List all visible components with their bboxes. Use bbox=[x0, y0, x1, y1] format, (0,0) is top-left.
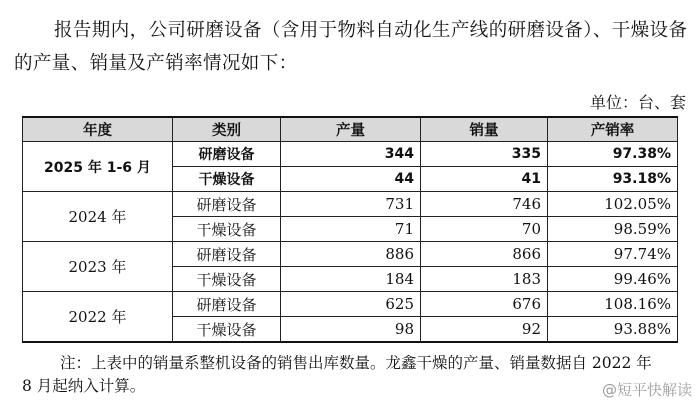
ratio-cell: 98.59% bbox=[548, 217, 678, 242]
ratio-cell: 108.16% bbox=[548, 292, 678, 317]
table-row bbox=[23, 292, 678, 317]
year-cell: 2024 年 bbox=[23, 192, 173, 242]
production-cell: 71 bbox=[281, 217, 421, 242]
table-body bbox=[23, 142, 678, 343]
production-cell: 184 bbox=[281, 267, 421, 292]
unit-label: 单位：台、套 bbox=[589, 93, 686, 112]
sales-cell: 746 bbox=[421, 192, 548, 217]
production-cell: 731 bbox=[281, 192, 421, 217]
table-row bbox=[23, 142, 678, 167]
category-cell: 干燥设备 bbox=[173, 167, 281, 192]
sales-cell: 183 bbox=[421, 267, 548, 292]
ratio-cell: 93.18% bbox=[548, 167, 678, 192]
sales-cell: 676 bbox=[421, 292, 548, 317]
ratio-cell: 102.05% bbox=[548, 192, 678, 217]
footnote-line-1: 注：上表中的销量系整机设备的销售出库数量。龙鑫干燥的产量、销量数据自 2022 年 bbox=[60, 354, 652, 372]
ratio-cell: 97.74% bbox=[548, 242, 678, 267]
category-cell: 干燥设备 bbox=[173, 217, 281, 242]
sales-cell: 41 bbox=[421, 167, 548, 192]
category-cell: 研磨设备 bbox=[173, 292, 281, 317]
footnote-line-2: 8 月起纳入计算。 bbox=[22, 377, 146, 395]
sales-cell: 335 bbox=[421, 142, 548, 167]
category-cell: 干燥设备 bbox=[173, 317, 281, 343]
header-ratio: 产销率 bbox=[548, 117, 678, 142]
category-cell: 研磨设备 bbox=[173, 242, 281, 267]
ratio-cell: 93.88% bbox=[548, 317, 678, 343]
ratio-cell: 99.46% bbox=[548, 267, 678, 292]
production-cell: 886 bbox=[281, 242, 421, 267]
production-cell: 625 bbox=[281, 292, 421, 317]
table-row bbox=[23, 242, 678, 267]
header-year: 年度 bbox=[23, 117, 173, 142]
sales-cell: 92 bbox=[421, 317, 548, 343]
sales-cell: 866 bbox=[421, 242, 548, 267]
category-cell: 研磨设备 bbox=[173, 192, 281, 217]
production-cell: 98 bbox=[281, 317, 421, 343]
year-cell: 2023 年 bbox=[23, 242, 173, 292]
header-production: 产量 bbox=[281, 117, 421, 142]
production-sales-table bbox=[22, 116, 678, 343]
ratio-cell: 97.38% bbox=[548, 142, 678, 167]
production-cell: 44 bbox=[281, 167, 421, 192]
footnote bbox=[22, 352, 685, 398]
sales-cell: 70 bbox=[421, 217, 548, 242]
category-cell: 干燥设备 bbox=[173, 267, 281, 292]
intro-paragraph: 报告期内，公司研磨设备（含用于物料自动化生产线的研磨设备）、干燥设备的产量、销量及产销率情况如下： bbox=[14, 20, 688, 74]
year-cell: 2025 年 1-6 月 bbox=[23, 142, 173, 192]
table-row bbox=[23, 192, 678, 217]
category-cell: 研磨设备 bbox=[173, 142, 281, 167]
table-header-row bbox=[23, 117, 678, 142]
header-sales: 销量 bbox=[421, 117, 548, 142]
watermark: @短平快解读 bbox=[601, 381, 692, 399]
year-cell: 2022 年 bbox=[23, 292, 173, 343]
header-category: 类别 bbox=[173, 117, 281, 142]
production-cell: 344 bbox=[281, 142, 421, 167]
